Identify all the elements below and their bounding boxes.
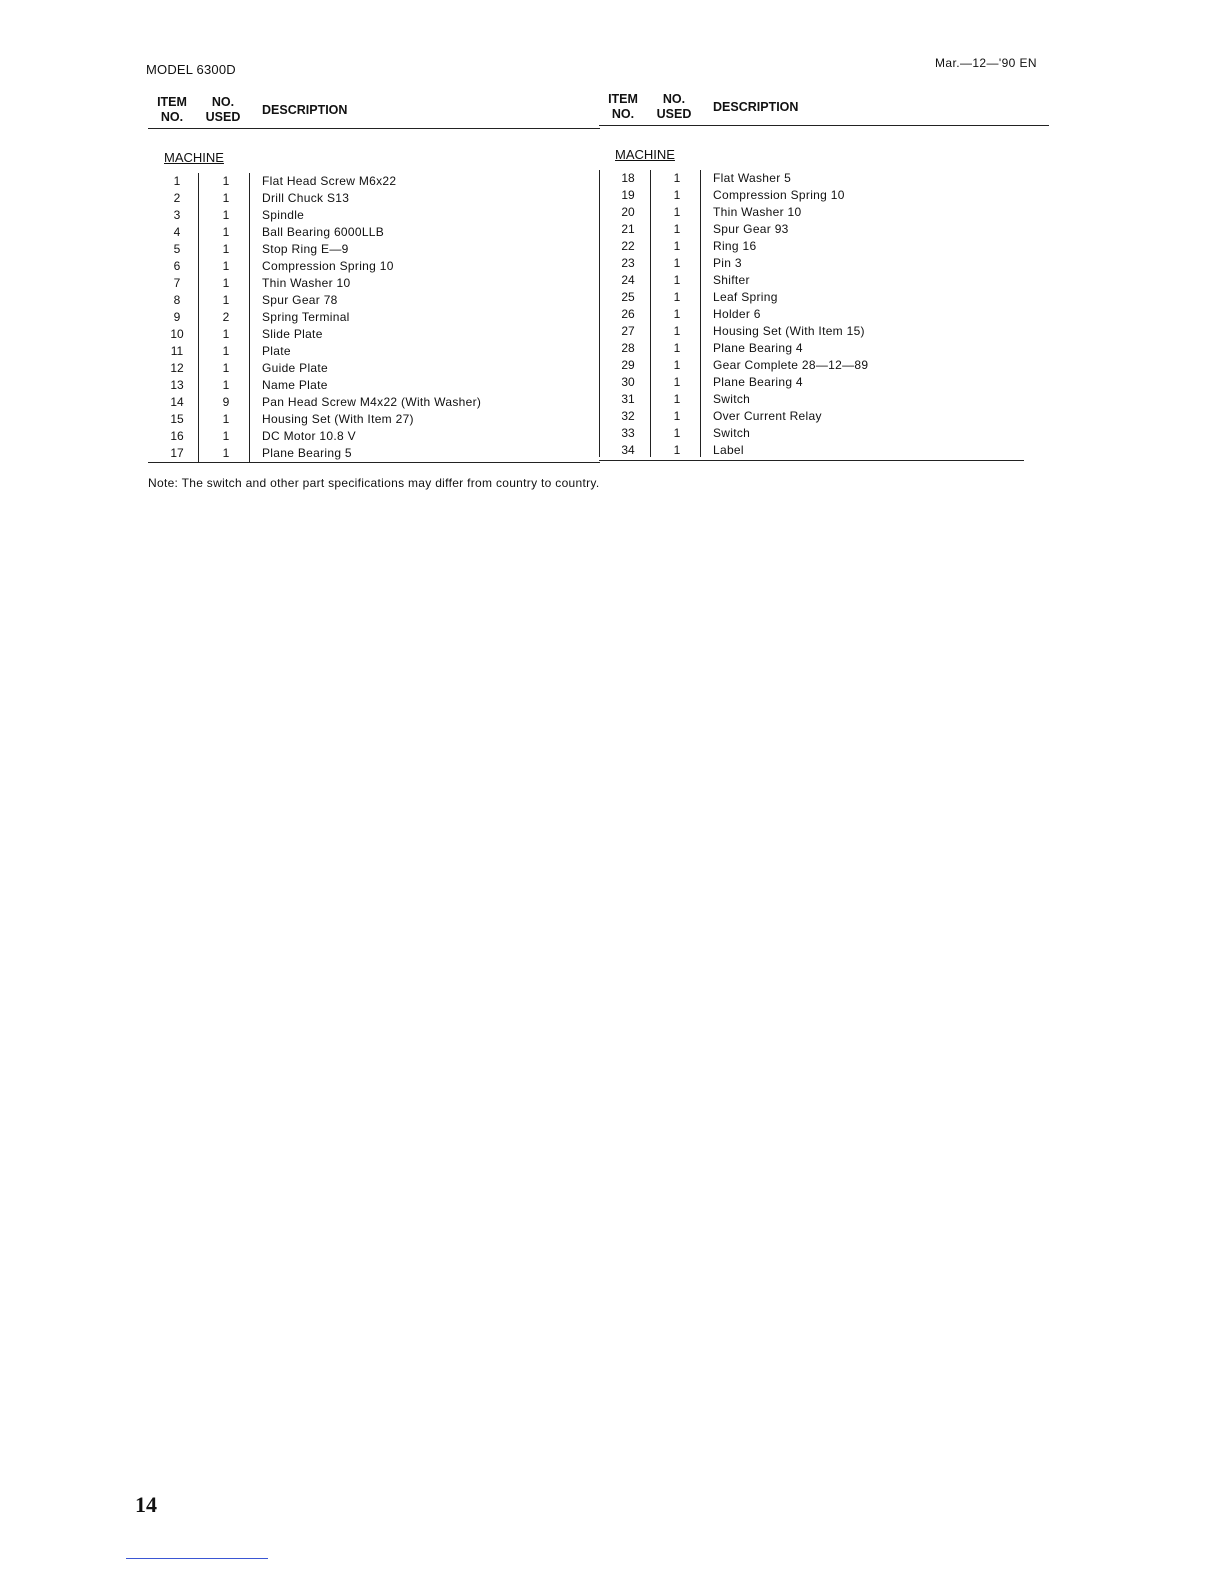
part-description: Thin Washer 10 bbox=[713, 205, 802, 219]
part-description: Housing Set (With Item 27) bbox=[262, 412, 414, 426]
part-description: Leaf Spring bbox=[713, 290, 778, 304]
quantity-used: 1 bbox=[673, 239, 681, 253]
item-number: 7 bbox=[173, 276, 181, 290]
part-description: Flat Washer 5 bbox=[713, 171, 792, 185]
item-number: 12 bbox=[170, 361, 184, 375]
model-label: MODEL 6300D bbox=[146, 62, 236, 77]
item-number: 23 bbox=[621, 256, 635, 270]
col-header-item-no bbox=[148, 95, 196, 125]
item-number: 29 bbox=[621, 358, 635, 372]
quantity-used: 1 bbox=[673, 307, 681, 321]
item-number: 3 bbox=[173, 208, 181, 222]
item-number: 14 bbox=[170, 395, 184, 409]
col-header-item-line2: NO. bbox=[160, 110, 184, 124]
quantity-used: 1 bbox=[673, 341, 681, 355]
part-description: Switch bbox=[713, 426, 751, 440]
quantity-used: 1 bbox=[673, 188, 681, 202]
part-description: Flat Head Screw M6x22 bbox=[262, 174, 397, 188]
part-description: Slide Plate bbox=[262, 327, 323, 341]
quantity-used: 1 bbox=[673, 290, 681, 304]
section-label: MACHINE bbox=[615, 147, 675, 162]
item-number: 19 bbox=[621, 188, 635, 202]
item-number: 26 bbox=[621, 307, 635, 321]
item-number: 33 bbox=[621, 426, 635, 440]
quantity-used: 1 bbox=[222, 412, 230, 426]
quantity-used: 1 bbox=[673, 205, 681, 219]
bottom-rule bbox=[599, 460, 1024, 461]
part-description: Spring Terminal bbox=[262, 310, 350, 324]
item-number: 20 bbox=[621, 205, 635, 219]
item-number: 24 bbox=[621, 273, 635, 287]
item-number: 11 bbox=[170, 344, 184, 358]
part-description: Ball Bearing 6000LLB bbox=[262, 225, 385, 239]
quantity-used: 1 bbox=[222, 276, 230, 290]
quantity-used: 1 bbox=[673, 392, 681, 406]
part-description: Label bbox=[713, 443, 744, 457]
quantity-used: 1 bbox=[222, 208, 230, 222]
item-number: 21 bbox=[621, 222, 635, 236]
part-description: Ring 16 bbox=[713, 239, 757, 253]
col-header-item-line1: ITEM bbox=[157, 95, 187, 109]
part-description: Plane Bearing 4 bbox=[713, 341, 803, 355]
quantity-used: 1 bbox=[673, 222, 681, 236]
item-number: 34 bbox=[621, 443, 635, 457]
item-number: 32 bbox=[621, 409, 635, 423]
item-number: 6 bbox=[173, 259, 181, 273]
item-number: 22 bbox=[621, 239, 635, 253]
item-number: 10 bbox=[170, 327, 184, 341]
col-header-no-used bbox=[200, 95, 246, 125]
col-header-used-line1: NO. bbox=[211, 95, 235, 109]
item-number: 28 bbox=[621, 341, 635, 355]
part-description: Thin Washer 10 bbox=[262, 276, 351, 290]
part-description: Shifter bbox=[713, 273, 750, 287]
quantity-used: 1 bbox=[222, 293, 230, 307]
quantity-used: 1 bbox=[222, 225, 230, 239]
part-description: Compression Spring 10 bbox=[262, 259, 394, 273]
part-description: Plane Bearing 5 bbox=[262, 446, 352, 460]
quantity-used: 1 bbox=[673, 273, 681, 287]
part-description: Spindle bbox=[262, 208, 305, 222]
quantity-used: 1 bbox=[222, 259, 230, 273]
col-header-item-no bbox=[599, 92, 647, 122]
header-rule bbox=[148, 128, 600, 129]
col-header-used-line2: USED bbox=[656, 107, 692, 121]
quantity-used: 1 bbox=[222, 242, 230, 256]
col-header-description: DESCRIPTION bbox=[262, 103, 348, 117]
item-number: 15 bbox=[170, 412, 184, 426]
footer-rule bbox=[126, 1558, 268, 1559]
header-rule bbox=[599, 125, 1049, 126]
quantity-used: 1 bbox=[222, 327, 230, 341]
item-number: 1 bbox=[173, 174, 181, 188]
section-label: MACHINE bbox=[164, 150, 224, 165]
bottom-rule bbox=[148, 462, 600, 463]
quantity-used: 1 bbox=[222, 378, 230, 392]
item-number: 25 bbox=[621, 290, 635, 304]
col-header-description: DESCRIPTION bbox=[713, 100, 799, 114]
quantity-used: 1 bbox=[222, 344, 230, 358]
part-description: Drill Chuck S13 bbox=[262, 191, 350, 205]
col-header-item-line2: NO. bbox=[611, 107, 635, 121]
quantity-used: 1 bbox=[222, 361, 230, 375]
quantity-used: 9 bbox=[222, 395, 230, 409]
part-description: Pan Head Screw M4x22 (With Washer) bbox=[262, 395, 482, 409]
page-number: 14 bbox=[135, 1492, 157, 1517]
quantity-used: 1 bbox=[673, 171, 681, 185]
quantity-used: 1 bbox=[673, 409, 681, 423]
quantity-used: 1 bbox=[222, 191, 230, 205]
item-number: 18 bbox=[621, 171, 635, 185]
quantity-used: 1 bbox=[222, 429, 230, 443]
part-description: Name Plate bbox=[262, 378, 328, 392]
quantity-used: 1 bbox=[673, 324, 681, 338]
quantity-used: 1 bbox=[673, 256, 681, 270]
part-description: Guide Plate bbox=[262, 361, 329, 375]
item-number: 27 bbox=[621, 324, 635, 338]
col-header-item-line1: ITEM bbox=[608, 92, 638, 106]
part-description: Switch bbox=[713, 392, 751, 406]
part-description: Housing Set (With Item 15) bbox=[713, 324, 865, 338]
part-description: Spur Gear 93 bbox=[713, 222, 789, 236]
footnote: Note: The switch and other part specifications may differ from country to country. bbox=[148, 476, 600, 490]
part-description: Spur Gear 78 bbox=[262, 293, 338, 307]
item-number: 13 bbox=[170, 378, 184, 392]
item-number: 31 bbox=[621, 392, 635, 406]
column-divider bbox=[700, 170, 701, 457]
part-description: Holder 6 bbox=[713, 307, 761, 321]
part-description: DC Motor 10.8 V bbox=[262, 429, 356, 443]
quantity-used: 1 bbox=[222, 174, 230, 188]
col-header-used-line2: USED bbox=[205, 110, 241, 124]
part-description: Over Current Relay bbox=[713, 409, 822, 423]
part-description: Pin 3 bbox=[713, 256, 742, 270]
item-number: 17 bbox=[170, 446, 184, 460]
item-number: 30 bbox=[621, 375, 635, 389]
part-description: Compression Spring 10 bbox=[713, 188, 845, 202]
quantity-used: 1 bbox=[673, 443, 681, 457]
col-header-no-used bbox=[651, 92, 697, 122]
column-divider bbox=[249, 173, 250, 462]
item-number: 16 bbox=[170, 429, 184, 443]
item-number: 8 bbox=[173, 293, 181, 307]
item-number: 4 bbox=[173, 225, 181, 239]
part-description: Plane Bearing 4 bbox=[713, 375, 803, 389]
part-description: Stop Ring E—9 bbox=[262, 242, 349, 256]
revision-date: Mar.—12—'90 EN bbox=[935, 56, 1037, 70]
part-description: Gear Complete 28—12—89 bbox=[713, 358, 869, 372]
quantity-used: 1 bbox=[673, 375, 681, 389]
part-description: Plate bbox=[262, 344, 291, 358]
quantity-used: 1 bbox=[222, 446, 230, 460]
item-number: 2 bbox=[173, 191, 181, 205]
col-header-used-line1: NO. bbox=[662, 92, 686, 106]
quantity-used: 1 bbox=[673, 426, 681, 440]
item-number: 5 bbox=[173, 242, 181, 256]
quantity-used: 1 bbox=[673, 358, 681, 372]
item-number: 9 bbox=[173, 310, 181, 324]
quantity-used: 2 bbox=[222, 310, 230, 324]
